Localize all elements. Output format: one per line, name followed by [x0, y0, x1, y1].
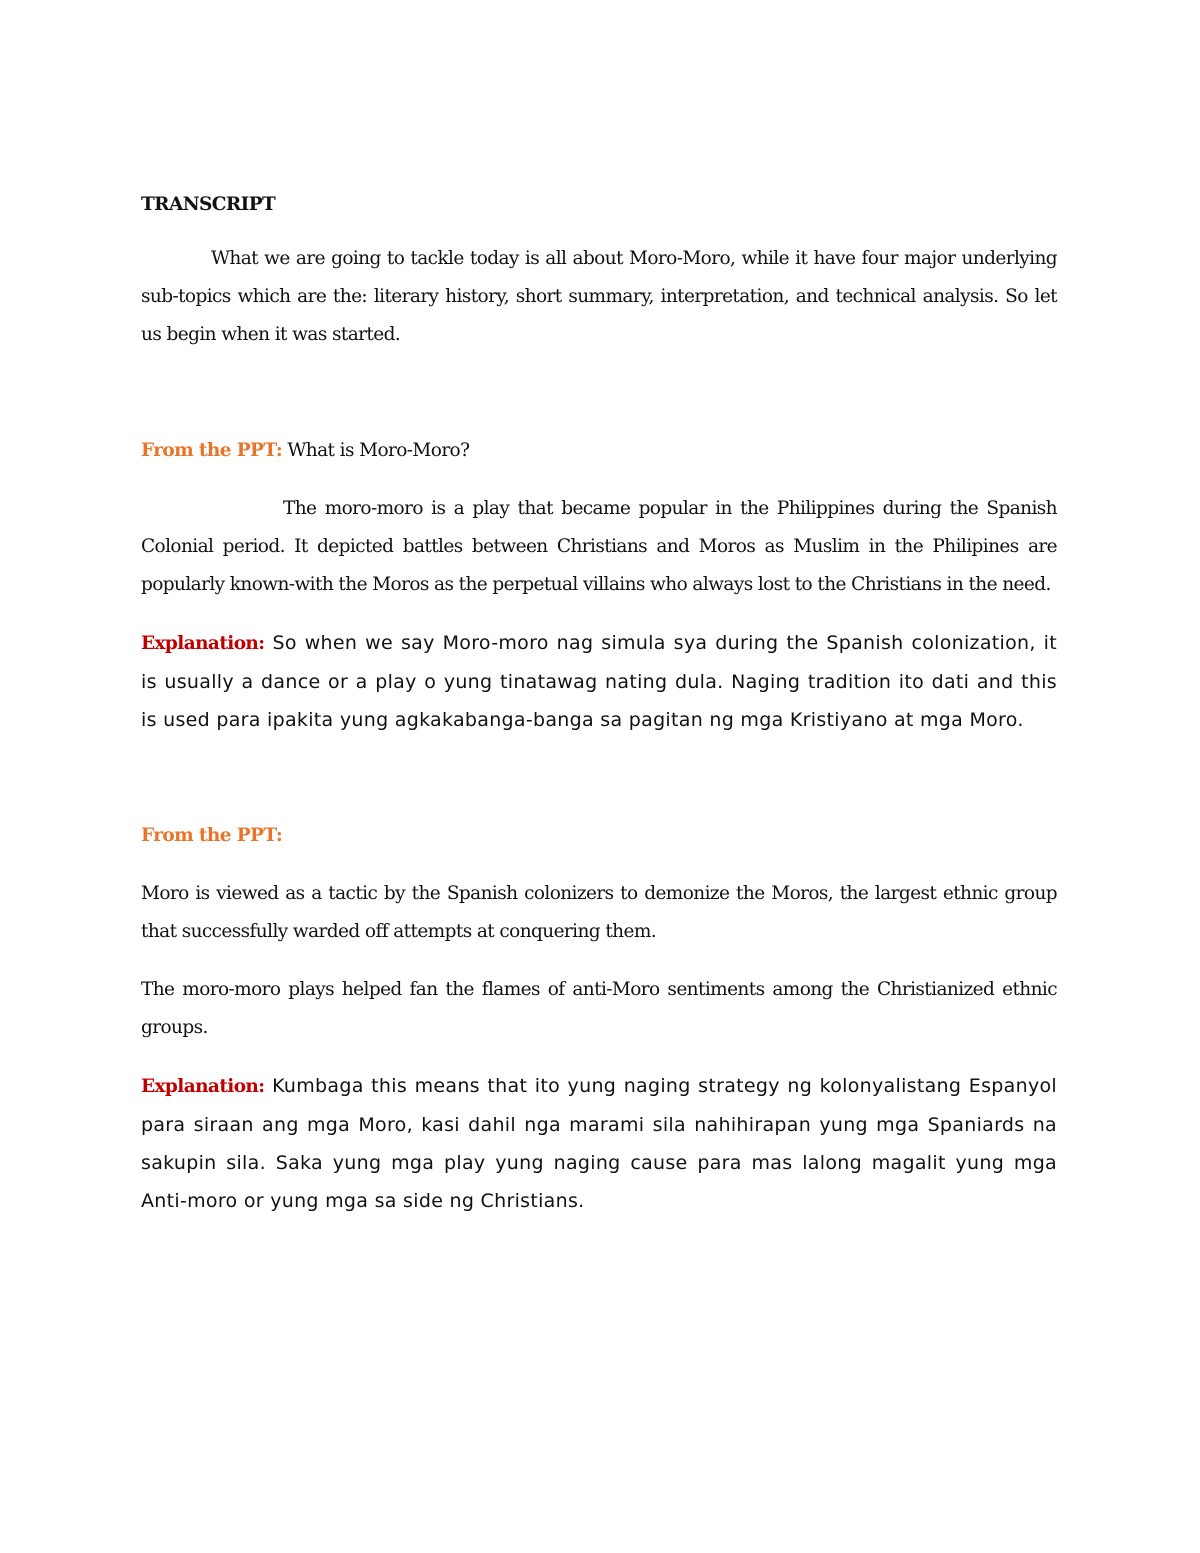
section2-explanation-text: Kumbaga this means that ito yung naging strategy ng kolonyalistang Espanyol para siraan ang mga Moro, kasi dahil nga marami sila nahihirapan yung mga Spaniards na sakupin sila. Saka yung mga play yung naging cause para mas lalong magalit yung mga Anti-moro or yung mga sa side ng Christians.	[141, 1075, 1057, 1212]
section1-explanation-label: Explanation:	[141, 633, 265, 654]
intro-paragraph: What we are going to tackle today is all about Moro-Moro, while it have four major underlying sub-topics which are the: literary history, short summary, interpretation, and technical analysis. So let us begin when it was started.	[141, 248, 1057, 345]
section2-explanation-label: Explanation:	[141, 1076, 265, 1097]
section2-paragraph-1: Moro is viewed as a tactic by the Spanish colonizers to demonize the Moros, the largest ethnic group that successfully warded off attempts at conquering them.	[141, 883, 1057, 942]
section1-body: The moro-moro is a play that became popular in the Philippines during the Spanish Colonial period. It depicted battles between Christians and Moros as Muslim in the Philipines are popularly known-with the Moros as the perpetual villains who always lost to the Christians in the need.	[141, 498, 1057, 595]
section2-explanation	[141, 1067, 1057, 1220]
section1-label: From the PPT:	[141, 440, 283, 461]
section1-heading	[141, 432, 1057, 470]
document-page	[141, 190, 1057, 1220]
spacer	[141, 220, 1057, 240]
spacer	[141, 739, 1057, 817]
section1-explanation	[141, 624, 1057, 739]
spacer	[141, 604, 1057, 624]
section1-explanation-text: So when we say Moro-moro nag simula sya during the Spanish colonization, it is usually a dance or a play o yung tinatawag nating dula. Naging tradition ito dati and this is used para ipakita yung agkakabanga-banga sa pagitan ng mga Kristiyano at mga Moro.	[141, 632, 1057, 731]
spacer	[141, 354, 1057, 432]
spacer	[141, 470, 1057, 490]
section2-label: From the PPT:	[141, 825, 283, 846]
section1-heading-text: What is Moro-Moro?	[282, 440, 470, 461]
spacer	[141, 1047, 1057, 1067]
section2-heading	[141, 817, 1057, 855]
document-title: TRANSCRIPT	[141, 194, 276, 215]
spacer	[141, 855, 1057, 875]
section2-paragraph-2: The moro-moro plays helped fan the flames of anti-Moro sentiments among the Christianized ethnic groups.	[141, 979, 1057, 1038]
spacer	[141, 951, 1057, 971]
